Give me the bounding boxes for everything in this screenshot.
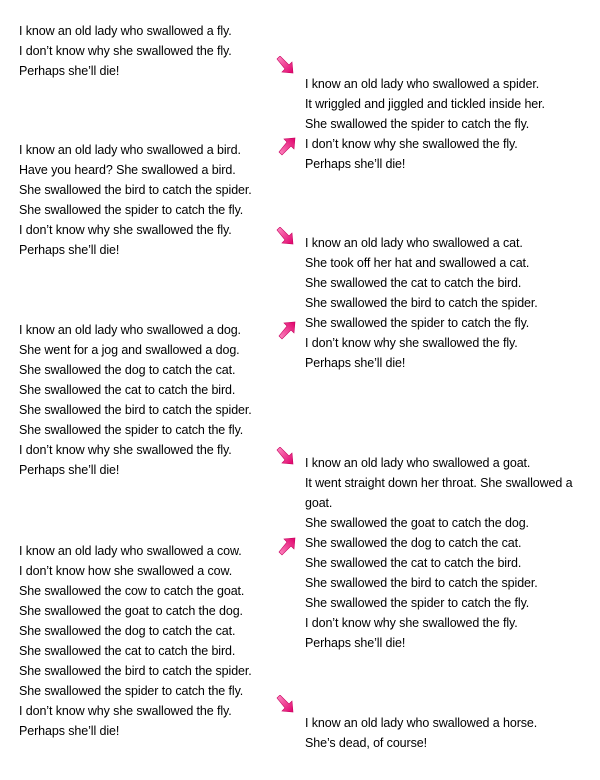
- poem-line: I don’t know why she swallowed the fly.: [305, 616, 518, 630]
- stanza-goat: [305, 453, 597, 653]
- poem-line: She swallowed the goat to catch the dog.: [305, 516, 529, 530]
- poem-line: I know an old lady who swallowed a cow.: [19, 544, 242, 558]
- poem-line: She swallowed the bird to catch the spider.: [19, 183, 252, 197]
- poem-line: Perhaps she’ll die!: [19, 724, 120, 738]
- stanza-cow: [19, 541, 252, 741]
- arrow-up-right-icon: [278, 136, 300, 156]
- poem-line: I don’t know why she swallowed the fly.: [19, 704, 232, 718]
- poem-line: I know an old lady who swallowed a cat.: [305, 236, 523, 250]
- poem-line: I know an old lady who swallowed a fly.: [19, 24, 232, 38]
- poem-line: She swallowed the bird to catch the spider.: [305, 296, 538, 310]
- poem-line: She swallowed the cat to catch the bird.: [19, 644, 236, 658]
- poem-line: I know an old lady who swallowed a goat.: [305, 456, 531, 470]
- poem-line: She swallowed the cow to catch the goat.: [19, 584, 245, 598]
- poem-line: I don’t know why she swallowed the fly.: [19, 443, 232, 457]
- poem-line: Perhaps she’ll die!: [19, 243, 120, 257]
- arrow-down-right-icon: [276, 227, 298, 247]
- poem-line: She’s dead, of course!: [305, 736, 427, 750]
- stanza-spider: [305, 74, 545, 174]
- poem-line: Perhaps she’ll die!: [19, 463, 120, 477]
- poem-line: It wriggled and jiggled and tickled inside her.: [305, 97, 545, 111]
- poem-line: She swallowed the spider to catch the fly.: [19, 203, 244, 217]
- poem-line: She swallowed the spider to catch the fly.: [19, 684, 244, 698]
- poem-line: She swallowed the spider to catch the fly.: [305, 316, 530, 330]
- poem-line: Perhaps she’ll die!: [305, 356, 406, 370]
- poem-line: She swallowed the dog to catch the cat.: [19, 363, 236, 377]
- arrow-up-right-icon: [278, 320, 300, 340]
- poem-line: Perhaps she’ll die!: [305, 636, 406, 650]
- poem-line: She swallowed the bird to catch the spider.: [305, 576, 538, 590]
- poem-line: She swallowed the spider to catch the fly.: [305, 596, 530, 610]
- poem-line: Perhaps she’ll die!: [19, 64, 120, 78]
- poem-line: It went straight down her throat. She swallowed a goat.: [305, 476, 573, 510]
- poem-line: She swallowed the cat to catch the bird.: [305, 276, 522, 290]
- poem-line: She swallowed the cat to catch the bird.: [19, 383, 236, 397]
- poem-line: She swallowed the dog to catch the cat.: [19, 624, 236, 638]
- poem-line: She swallowed the bird to catch the spider.: [19, 403, 252, 417]
- poem-line: I don’t know why she swallowed the fly.: [305, 336, 518, 350]
- poem-line: She swallowed the spider to catch the fly.: [305, 117, 530, 131]
- poem-line: She swallowed the cat to catch the bird.: [305, 556, 522, 570]
- poem-line: She swallowed the goat to catch the dog.: [19, 604, 243, 618]
- arrow-down-right-icon: [276, 695, 298, 715]
- arrow-down-right-icon: [276, 447, 298, 467]
- poem-line: I don’t know why she swallowed the fly.: [19, 44, 232, 58]
- arrow-down-right-icon: [276, 56, 298, 76]
- poem-line: I know an old lady who swallowed a bird.: [19, 143, 241, 157]
- poem-line: Perhaps she’ll die!: [305, 157, 406, 171]
- poem-line: She swallowed the bird to catch the spider.: [19, 664, 252, 678]
- poem-line: I don’t know why she swallowed the fly.: [305, 137, 518, 151]
- stanza-cat: [305, 233, 538, 373]
- poem-line: She swallowed the spider to catch the fly.: [19, 423, 244, 437]
- stanza-horse: [305, 713, 537, 753]
- poem-line: I know an old lady who swallowed a horse.: [305, 716, 538, 730]
- poem-line: I know an old lady who swallowed a dog.: [19, 323, 241, 337]
- poem-line: She went for a jog and swallowed a dog.: [19, 343, 240, 357]
- poem-line: She took off her hat and swallowed a cat.: [305, 256, 530, 270]
- poem-line: I don’t know how she swallowed a cow.: [19, 564, 233, 578]
- poem-line: I know an old lady who swallowed a spider.: [305, 77, 540, 91]
- stanza-fly: [19, 21, 232, 81]
- poem-line: Have you heard? She swallowed a bird.: [19, 163, 236, 177]
- poem-line: I don’t know why she swallowed the fly.: [19, 223, 232, 237]
- arrow-up-right-icon: [278, 536, 300, 556]
- stanza-dog: [19, 320, 252, 480]
- stanza-bird: [19, 140, 252, 260]
- poem-line: She swallowed the dog to catch the cat.: [305, 536, 522, 550]
